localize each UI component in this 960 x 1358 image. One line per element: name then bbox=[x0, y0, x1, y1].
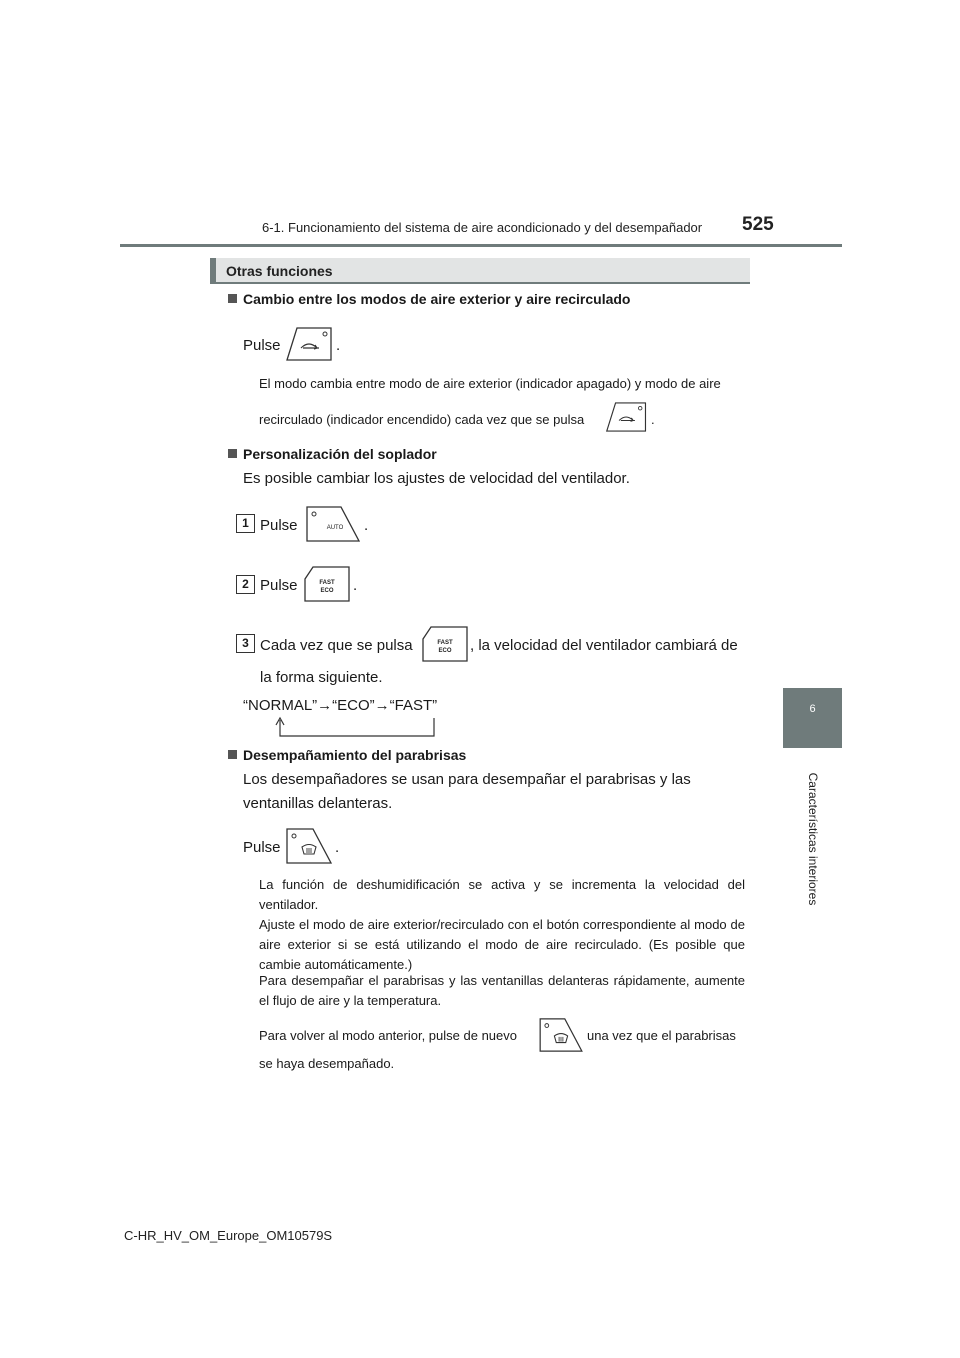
loop-arrow-icon bbox=[274, 716, 439, 740]
defog-return-text-end: una vez que el parabrisas bbox=[587, 1028, 736, 1043]
recirc-note-line1: El modo cambia entre modo de aire exterior (indicador apagado) y modo de aire bbox=[259, 376, 721, 391]
bullet-square-icon bbox=[228, 449, 237, 458]
windshield-defogger-button-icon bbox=[285, 827, 333, 865]
defog-return-line2: se haya desempañado. bbox=[259, 1056, 395, 1071]
document-code: C-HR_HV_OM_Europe_OM10579S bbox=[124, 1228, 333, 1243]
step3-text-cont: la forma siguiente. bbox=[260, 669, 383, 686]
defog-note-p1: La función de deshumidificación se activa y se incrementa la velocidad del ventilador. bbox=[259, 877, 745, 912]
chapter-tab-label: Características interiores bbox=[806, 772, 820, 906]
svg-text:FAST: FAST bbox=[319, 580, 335, 586]
step2-text: Pulse bbox=[260, 577, 298, 594]
step1-text: Pulse bbox=[260, 517, 298, 534]
defog-return-text: Para volver al modo anterior, pulse de nuevo bbox=[259, 1028, 517, 1043]
recirculation-button-icon-small bbox=[605, 401, 649, 433]
defog-intro-line2: ventanillas delanteras. bbox=[243, 795, 393, 812]
page-number: 525 bbox=[742, 214, 774, 235]
header-divider bbox=[120, 244, 842, 247]
fast-eco-button-icon bbox=[303, 565, 351, 603]
section-title: Otras funciones bbox=[226, 263, 333, 279]
recirc-press-text: Pulse bbox=[243, 337, 281, 354]
step-number-2: 2 bbox=[236, 575, 255, 594]
defog-heading: Desempañamiento del parabrisas bbox=[228, 747, 466, 763]
fast-eco-button-icon bbox=[421, 625, 469, 663]
blower-intro: Es posible cambiar los ajustes de velocidad del ventilador. bbox=[243, 470, 630, 487]
svg-text:FAST: FAST bbox=[437, 640, 453, 646]
step-number-3: 3 bbox=[236, 634, 255, 653]
auto-button-icon bbox=[303, 505, 361, 543]
step3-text: Cada vez que se pulsa bbox=[260, 637, 413, 654]
chapter-title: 6-1. Funcionamiento del sistema de aire acondicionado y del desempañador bbox=[262, 220, 703, 235]
recirc-heading: Cambio entre los modos de aire exterior y aire recirculado bbox=[228, 291, 630, 307]
bullet-square-icon bbox=[228, 750, 237, 759]
fan-sequence: “NORMAL”→“ECO”→“FAST” bbox=[243, 697, 438, 714]
blower-heading: Personalización del soplador bbox=[228, 446, 437, 462]
step3-text-end: , la velocidad del ventilador cambiará de bbox=[470, 637, 738, 654]
recirc-note-line2: recirculado (indicador encendido) cada vez que se pulsa bbox=[259, 412, 585, 427]
section-header bbox=[210, 258, 750, 284]
bullet-square-icon bbox=[228, 294, 237, 303]
svg-text:ECO: ECO bbox=[320, 588, 334, 594]
svg-text:ECO: ECO bbox=[438, 648, 452, 654]
windshield-defogger-button-icon-small bbox=[538, 1017, 584, 1053]
defog-press-text: Pulse bbox=[243, 839, 281, 856]
defog-intro-line1: Los desempañadores se usan para desempañar el parabrisas y las bbox=[243, 771, 691, 788]
defog-note-p2: Ajuste el modo de aire exterior/recirculado con el botón correspondiente al modo de aire exterior si se está utilizando el modo de aire recirculado. (Es posible que cambie automáticamente.) bbox=[259, 917, 745, 972]
chapter-tab: 6 bbox=[783, 688, 842, 748]
step-number-1: 1 bbox=[236, 514, 255, 533]
svg-text:AUTO: AUTO bbox=[326, 525, 344, 531]
defog-note-p3: Para desempañar el parabrisas y las ventanillas delanteras rápidamente, aumente el flujo de aire y la temperatura. bbox=[259, 973, 745, 1008]
recirculation-button-icon bbox=[285, 326, 335, 362]
